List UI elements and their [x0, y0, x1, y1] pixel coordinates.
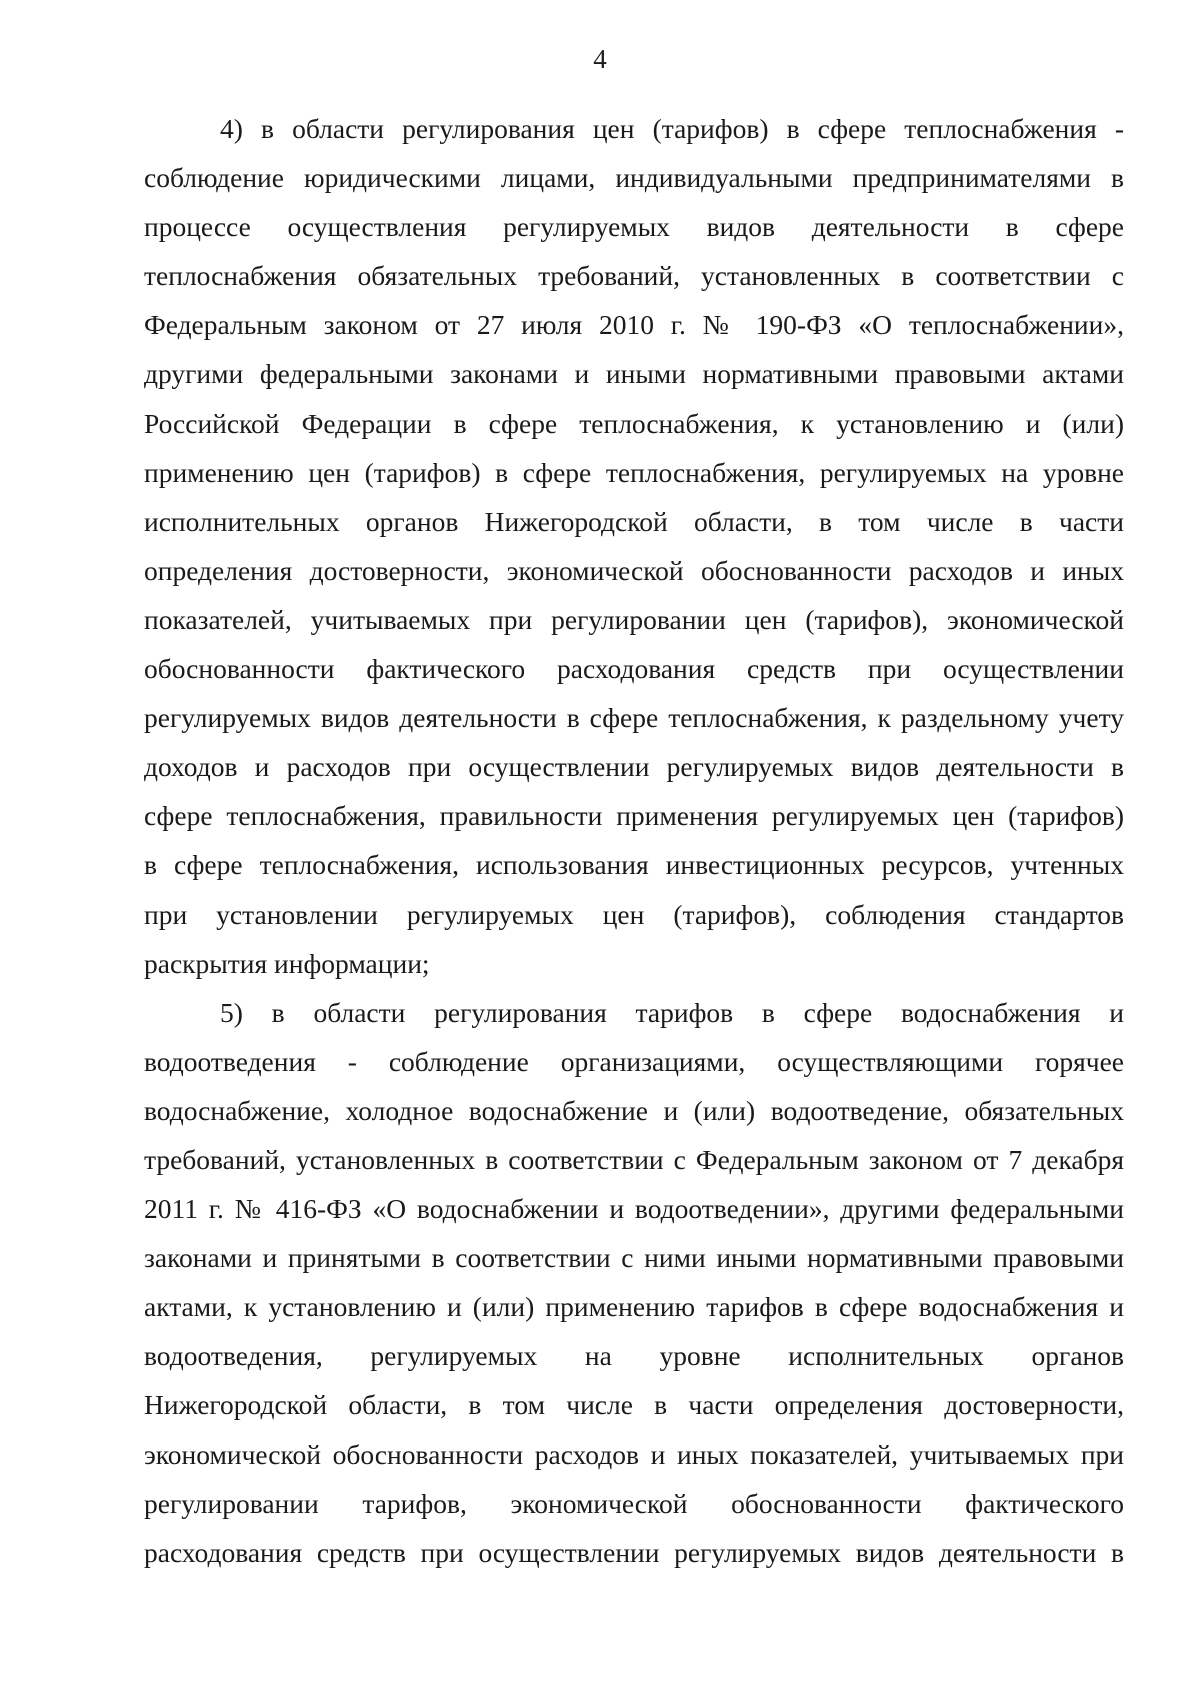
- text-line: требований, установленных в соответствии с Федеральным законом от 7 декабря: [144, 1143, 1124, 1175]
- text-line: водоотведения, регулируемых на уровне исполнительных органов: [144, 1340, 1124, 1372]
- text-line: соблюдение юридическими лицами, индивидуальными предпринимателями в: [144, 162, 1124, 194]
- text-line: водоотведения - соблюдение организациями, осуществляющими горячее: [144, 1045, 1124, 1077]
- text-line: раскрытия информации;: [144, 947, 430, 979]
- text-line: регулировании тарифов, экономической обоснованности фактического: [144, 1487, 1124, 1519]
- text-line: исполнительных органов Нижегородской области, в том числе в части: [144, 505, 1124, 537]
- text-line: Нижегородской области, в том числе в части определения достоверности,: [144, 1389, 1124, 1421]
- text-line: Федеральным законом от 27 июля 2010 г. № 190-ФЗ «О теплоснабжении»,: [144, 309, 1124, 341]
- text-line: экономической обоснованности расходов и иных показателей, учитываемых при: [144, 1438, 1124, 1470]
- text-line: другими федеральными законами и иными нормативными правовыми актами: [144, 358, 1124, 390]
- paragraph-item-5: [144, 988, 1124, 1577]
- text-line: сфере теплоснабжения, правильности применения регулируемых цен (тарифов): [144, 800, 1124, 832]
- text-line: актами, к установлению и (или) применению тарифов в сфере водоснабжения и: [144, 1291, 1124, 1323]
- text-line: применению цен (тарифов) в сфере теплоснабжения, регулируемых на уровне: [144, 456, 1124, 488]
- text-line: водоснабжение, холодное водоснабжение и (или) водоотведение, обязательных: [144, 1094, 1124, 1126]
- text-line: процессе осуществления регулируемых видов деятельности в сфере: [144, 211, 1124, 243]
- text-line: в сфере теплоснабжения, использования инвестиционных ресурсов, учтенных: [144, 849, 1124, 881]
- text-line: теплоснабжения обязательных требований, установленных в соответствии с: [144, 260, 1124, 292]
- text-line: доходов и расходов при осуществлении регулируемых видов деятельности в: [144, 751, 1124, 783]
- text-line: 2011 г. № 416-ФЗ «О водоснабжении и водоотведении», другими федеральными: [144, 1193, 1124, 1225]
- paragraph-item-4: [144, 104, 1124, 988]
- text-line: регулируемых видов деятельности в сфере теплоснабжения, к раздельному учету: [144, 702, 1124, 734]
- text-line: при установлении регулируемых цен (тарифов), соблюдения стандартов: [144, 898, 1124, 930]
- text-line: определения достоверности, экономической обоснованности расходов и иных: [144, 554, 1124, 586]
- text-line: расходования средств при осуществлении регулируемых видов деятельности в: [144, 1536, 1124, 1568]
- text-line: законами и принятыми в соответствии с ними иными нормативными правовыми: [144, 1242, 1124, 1274]
- text-line: Российской Федерации в сфере теплоснабжения, к установлению и (или): [144, 407, 1124, 439]
- text-line: обоснованности фактического расходования средств при осуществлении: [144, 653, 1124, 685]
- text-line: показателей, учитываемых при регулировании цен (тарифов), экономической: [144, 603, 1124, 635]
- text-line: 5) в области регулирования тарифов в сфере водоснабжения и: [220, 996, 1124, 1028]
- text-line: 4) в области регулирования цен (тарифов) в сфере теплоснабжения -: [220, 113, 1124, 144]
- body-text: [144, 104, 1124, 1577]
- page-number: 4: [593, 44, 607, 74]
